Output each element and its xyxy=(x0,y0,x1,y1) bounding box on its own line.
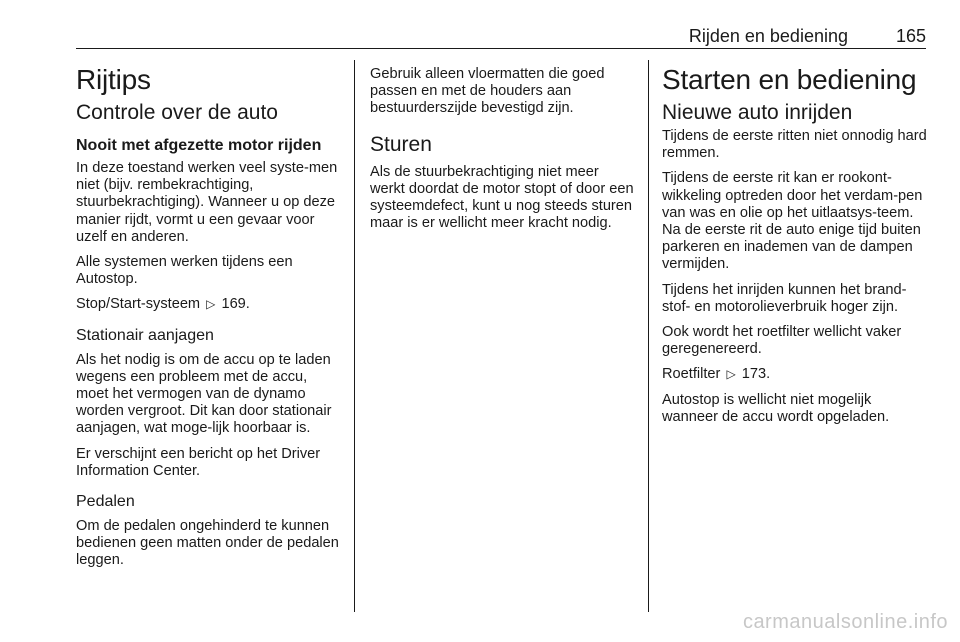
cross-reference xyxy=(76,296,342,313)
reference-text: Roetfilter xyxy=(662,366,721,383)
triangle-right-icon: ▷ xyxy=(206,297,216,312)
paragraph: Als het nodig is om de accu op te laden wegens een probleem met de accu, moet het vermogen van de dynamo worden vergroot. Dit kan door stationair aanjagen, wat moge-lijk hoorbaar is. xyxy=(76,351,332,437)
subsection-heading: Stationair aanjagen xyxy=(76,326,214,344)
paragraph: Tijdens het inrijden kunnen het brand-stof- en motorolieverbruik hoger zijn. xyxy=(662,281,907,315)
column-divider xyxy=(354,60,355,612)
paragraph: In deze toestand werken veel syste-men niet (bijv. rembekrachtiging, stuurbekrachtiging). Wanneer u op deze manier rijdt, vormt u een gevaar voor uzelf en anderen. xyxy=(76,160,338,245)
paragraph: Alle systemen werken tijdens een Autostop. xyxy=(76,254,293,288)
column-middle xyxy=(370,60,636,240)
section-heading: Controle over de auto xyxy=(76,101,278,124)
column-right xyxy=(662,60,928,434)
page-reference: 173. xyxy=(741,366,771,383)
paragraph: Om de pedalen ongehinderd te kunnen bedienen geen matten onder de pedalen leggen. xyxy=(76,518,339,569)
paragraph: Autostop is wellicht niet mogelijk wanneer de accu wordt opgeladen. xyxy=(662,391,890,425)
paragraph: Tijdens de eerste ritten niet onnodig hard remmen. xyxy=(662,128,927,162)
paragraph: Ook wordt het roetfilter wellicht vaker geregenereerd. xyxy=(662,324,902,358)
section-title: Rijden en bediening xyxy=(688,26,848,46)
subsection-heading: Pedalen xyxy=(76,493,135,511)
chapter-heading: Starten en bediening xyxy=(662,64,917,95)
triangle-right-icon: ▷ xyxy=(726,367,736,382)
section-heading: Sturen xyxy=(370,132,432,156)
cross-reference xyxy=(662,366,928,383)
column-divider xyxy=(648,60,649,612)
paragraph: Er verschijnt een bericht op het Driver Information Center. xyxy=(76,445,321,479)
page-header xyxy=(76,20,926,49)
page-number: 165 xyxy=(895,26,926,46)
section-heading: Nieuwe auto inrijden xyxy=(662,101,853,124)
subsection-heading: Nooit met afgezette motor rijden xyxy=(76,137,322,154)
paragraph: Tijdens de eerste rit kan er rookont-wikkeling optreden door het verdam-pen van was en olie op het uitlaatsys-teem. Na de eerste rit de auto enige tijd buiten parkeren en inademen van de dampen vermijden. xyxy=(662,170,923,273)
chapter-heading: Rijtips xyxy=(76,64,151,95)
page-reference: 169. xyxy=(221,296,250,313)
paragraph: Als de stuurbekrachtiging niet meer werkt doordat de motor stopt of door een systeemdefect, kunt u nog steeds sturen maar is er wellicht meer kracht nodig. xyxy=(370,163,634,232)
column-left xyxy=(76,60,342,578)
paragraph: Gebruik alleen vloermatten die goed passen en met de houders aan bestuurderszijde bevestigd zijn. xyxy=(370,66,605,117)
watermark: carmanualsonline.info xyxy=(742,611,948,633)
reference-text: Stop/Start-systeem xyxy=(76,296,201,313)
